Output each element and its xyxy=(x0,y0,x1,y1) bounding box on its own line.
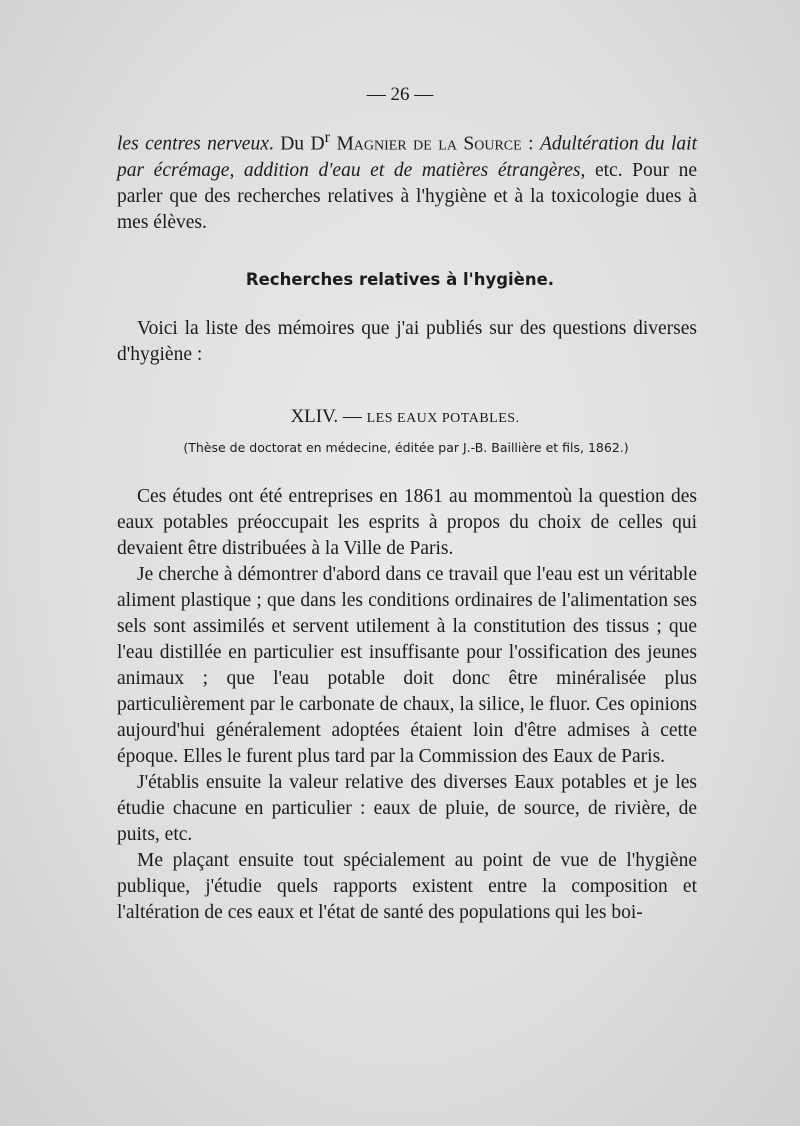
intro-italic-1: les centres nerveux xyxy=(117,133,269,155)
memoir-name: LES EAUX POTABLES. xyxy=(366,411,520,426)
body-paragraph: Je cherche à démontrer d'abord dans ce travail que l'eau est un véritable aliment plastique ; que dans les conditions ordinaires de l'alimentation ses sels sont assimilés et servent utilement à la constitution des tissus ; que l'eau distillée en particulier est insuffisante pour l'ossification des jeunes animaux ; que l'eau potable doit donc être minéralisée plus particulièrement par le carbonate de chaux, la silice, le fluor. Ces opinions aujourd'hui généralement adoptées étaient loin d'être admises à cette époque. Elles le furent plus tard par la Commission des Eaux de Paris. xyxy=(117,564,697,767)
intro-text-1: . Du D xyxy=(268,133,325,155)
memoir-body xyxy=(117,484,697,926)
intro-paragraph xyxy=(117,124,697,236)
body-paragraph: J'établis ensuite la valeur relative des diverses Eaux potables et je les étudie chacune en particulier : eaux de pluie, de source, de rivière, de puits, etc. xyxy=(117,772,697,845)
body-paragraph: Ces études ont été entreprises en 1861 au mommentoù la question des eaux potables préoccupait les esprits à propos du choix de celles qui devaient être distribuées à la Ville de Paris. xyxy=(117,486,697,559)
body-paragraph: Me plaçant ensuite tout spécialement au point de vue de l'hygiène publique, j'étudie quels rapports existent entre la composition et l'altération de ces eaux et l'état de santé des populations qui les boi- xyxy=(117,850,697,923)
intro-sup: r xyxy=(324,128,330,146)
intro-text-3: , etc. Pour ne parler que des recherches relatives à l'hygiène et à la toxicologie dues à mes élèves. xyxy=(117,159,697,233)
section-heading: Recherches relatives à l'hygiène. xyxy=(245,270,555,289)
memoir-publication-note: (Thèse de doctorat en médecine, éditée par J.-B. Baillière et fils, 1862.) xyxy=(183,440,629,455)
author-name: Magnier de la Source xyxy=(336,133,522,155)
list-intro-text: Voici la liste des mémoires que j'ai publiés sur des questions diverses d'hygiène : xyxy=(117,318,697,365)
memoir-title xyxy=(0,406,800,428)
intro-text-2: : xyxy=(521,133,540,155)
intro-italic-2: Adultération du lait par écrémage, addition d'eau et de matières étrangères xyxy=(117,133,697,181)
page-number: — 26 — xyxy=(366,84,434,105)
list-intro-paragraph xyxy=(117,316,697,368)
memoir-number: XLIV. — xyxy=(290,406,367,427)
